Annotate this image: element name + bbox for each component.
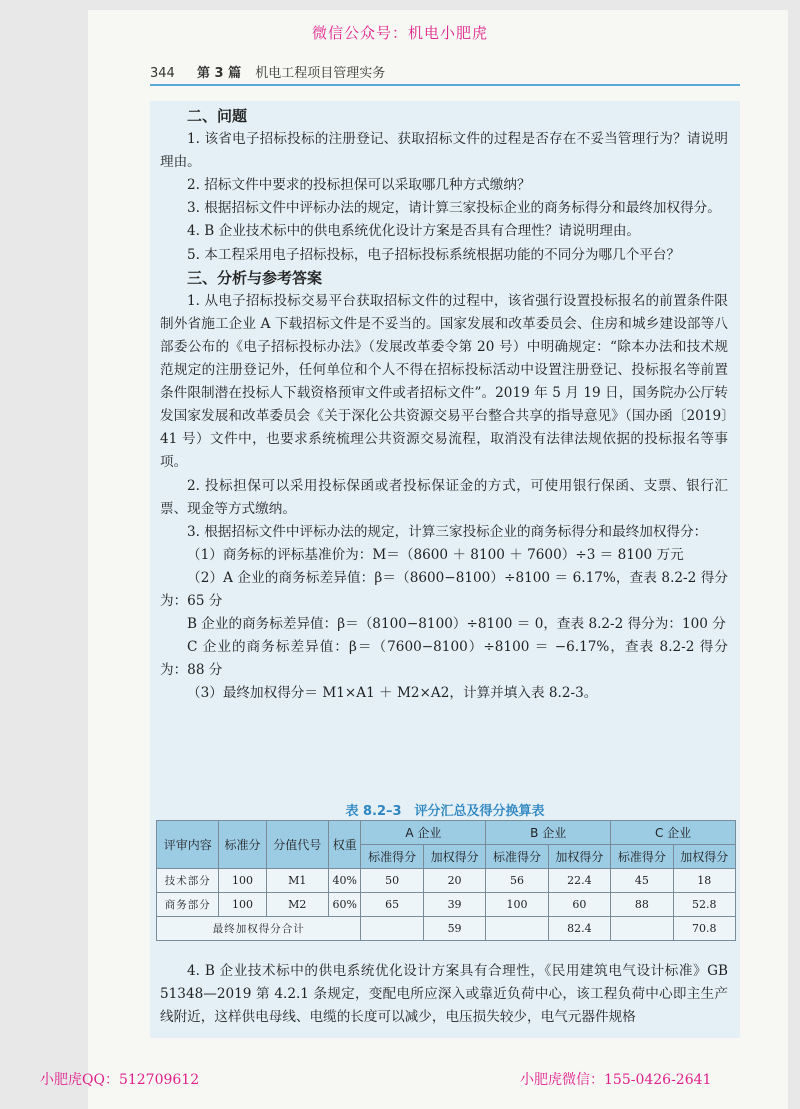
cell-standard: 100 — [219, 893, 266, 917]
cell-weight: 40% — [328, 869, 360, 893]
answer-paragraph: C 企业的商务标差异值：β＝（7600−8100）÷8100 ＝ −6.17%，查表 8.2-2 得分为：88 分 — [160, 639, 728, 679]
cell-a-weighted: 39 — [423, 893, 485, 917]
cell-c-std: 88 — [611, 893, 673, 917]
table-row — [157, 893, 736, 917]
cell-a-total: 59 — [423, 917, 485, 941]
question-item: 5. 本工程采用电子招标投标，电子招标投标系统根据功能的不同分为哪几个平台？ — [187, 246, 681, 263]
footer-wechat: 小肥虎微信：155-0426-2641 — [520, 1072, 712, 1088]
cell-c-weighted: 52.8 — [673, 893, 735, 917]
table-caption: 表 8.2–3 评分汇总及得分换算表 — [345, 804, 545, 819]
answer-paragraph: 4. B 企业技术标中的供电系统优化设计方案具有合理性，《民用建筑电气设计标准》GB 51348—2019 第 4.2.1 条规定，变配电所应深入或靠近负荷中心，该工程负荷中心即主生产线附近，这样供电母线、电缆的长度可以减少，电压损失较少，电气元器件规格 — [160, 963, 728, 1026]
cell-a-std: 50 — [361, 869, 423, 893]
cell-item: 商务部分 — [157, 893, 219, 917]
cell-b-std: 100 — [486, 893, 548, 917]
table-total-row — [157, 917, 736, 941]
cell-code: M2 — [266, 893, 328, 917]
page-number: 344 — [150, 66, 175, 81]
cell-a-weighted: 20 — [423, 869, 485, 893]
watermark-top: 微信公众号：机电小肥虎 — [311, 24, 488, 42]
answer-paragraph: （3）最终加权得分＝ M1×A1 ＋ M2×A2，计算并填入表 8.2-3。 — [187, 685, 598, 702]
cell-c-total: 70.8 — [673, 917, 735, 941]
col-code: 分值代号 — [266, 821, 328, 869]
col-item: 评审内容 — [157, 821, 219, 869]
cell-a-std: 65 — [361, 893, 423, 917]
answer-paragraph: 1. 从电子招标投标交易平台获取招标文件的过程中，该省强行设置投标报名的前置条件限制外省施工企业 A 下载招标文件是不妥当的。国家发展和改革委员会、住房和城乡建设部等八部委公布的《电子招标投标办法》（发展改革委令第 20 号）中明确规定：“除本办法和技术规范规定的注册登记外，任何单位和个人不得在招标投标活动中设置注册登记、投标报名等前置条件限制潜在投标人下载资格预审文件或者招标文件”。2019 年 5 月 19 日，国务院办公厅转发国家发展和改革委员会《关于深化公共资源交易平台整合共享的指导意见》（国办函〔2019〕41 号）文件中，也要求系统梳理公共资源交易流程，取消没有法律法规依据的投标报名等事项。 — [160, 292, 728, 471]
score-table — [156, 820, 736, 941]
col-weight: 权重 — [328, 821, 360, 869]
col-company-a: A 企业 — [361, 821, 486, 845]
question-item: 2. 招标文件中要求的投标担保可以采取哪几种方式缴纳？ — [187, 177, 531, 194]
question-item: 1. 该省电子招标投标的注册登记、获取招标文件的过程是否存在不妥当管理行为？请说明理由。 — [160, 131, 728, 171]
col-a-std: 标准得分 — [361, 845, 423, 869]
answer-paragraph: （1）商务标的评标基准价为：M＝（8600 ＋ 8100 ＋ 7600）÷3 ＝ 8100 万元 — [187, 546, 684, 563]
cell-total-label: 最终加权得分合计 — [157, 917, 361, 941]
running-header — [150, 62, 736, 81]
cell-item: 技术部分 — [157, 869, 219, 893]
cell-b-total: 82.4 — [548, 917, 610, 941]
cell-code: M1 — [266, 869, 328, 893]
answer-paragraph: 3. 根据招标文件中评标办法的规定，计算三家投标企业的商务标得分和最终加权得分： — [187, 523, 708, 540]
table-row — [157, 869, 736, 893]
question-item: 4. B 企业技术标中的供电系统优化设计方案是否具有合理性？请说明理由。 — [187, 223, 641, 240]
chapter-title: 机电工程项目管理实务 — [255, 66, 386, 81]
cell-c-std: 45 — [611, 869, 673, 893]
cell-b-weighted: 60 — [548, 893, 610, 917]
col-b-std: 标准得分 — [486, 845, 548, 869]
col-a-weighted: 加权得分 — [423, 845, 485, 869]
cell-b-weighted: 22.4 — [548, 869, 610, 893]
continued-text — [160, 960, 728, 1029]
col-b-weighted: 加权得分 — [548, 845, 610, 869]
col-c-weighted: 加权得分 — [673, 845, 735, 869]
cell-a-total-blank — [361, 917, 423, 941]
footer-qq: 小肥虎QQ：512709612 — [40, 1072, 200, 1088]
main-text — [160, 105, 728, 705]
answer-paragraph: （2）A 企业的商务标差异值：β＝（8600−8100）÷8100 ＝ 6.17%，查表 8.2-2 得分为：65 分 — [160, 569, 728, 609]
col-c-std: 标准得分 — [611, 845, 673, 869]
cell-c-weighted: 18 — [673, 869, 735, 893]
cell-weight: 60% — [328, 893, 360, 917]
cell-b-std: 56 — [486, 869, 548, 893]
answer-paragraph: B 企业的商务标差异值：β＝（8100−8100）÷8100 ＝ 0，查表 8.2-2 得分为：100 分 — [187, 616, 726, 633]
answers-heading: 三、分析与参考答案 — [187, 268, 323, 287]
part-label: 第 3 篇 — [196, 66, 242, 81]
questions-heading: 二、问题 — [187, 107, 248, 125]
cell-standard: 100 — [219, 869, 266, 893]
question-item: 3. 根据招标文件中评标办法的规定，请计算三家投标企业的商务标得分和最终加权得分。 — [187, 200, 721, 217]
answer-paragraph: 2. 投标担保可以采用投标保函或者投标保证金的方式，可使用银行保函、支票、银行汇票、现金等方式缴纳。 — [160, 477, 728, 517]
cell-b-total-blank — [486, 917, 548, 941]
cell-c-total-blank — [611, 917, 673, 941]
col-company-c: C 企业 — [611, 821, 736, 845]
header-rule — [150, 84, 740, 86]
col-standard: 标准分 — [219, 821, 266, 869]
col-company-b: B 企业 — [486, 821, 611, 845]
